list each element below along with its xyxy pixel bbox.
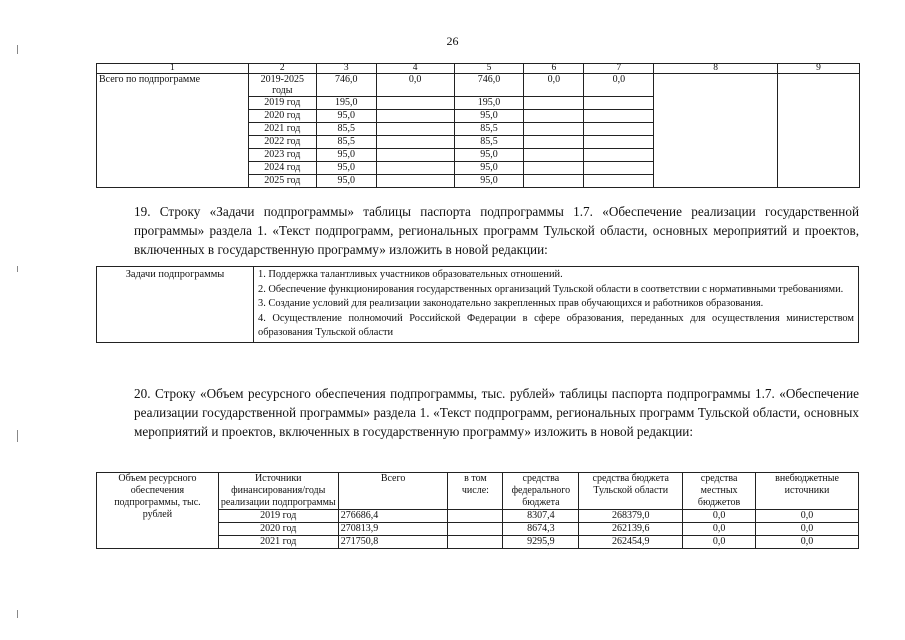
period-cell: 2023 год <box>248 149 316 162</box>
header-cell: 6 <box>524 64 584 74</box>
empty-cell <box>376 175 454 188</box>
empty-cell <box>376 123 454 136</box>
empty-cell <box>524 136 584 149</box>
value-cell: 8674,3 <box>503 523 579 536</box>
value-cell: 95,0 <box>454 162 524 175</box>
header-cell: 3 <box>316 64 376 74</box>
empty-cell <box>376 149 454 162</box>
header-cell: 2 <box>248 64 316 74</box>
value-cell: 95,0 <box>454 175 524 188</box>
empty-cell <box>524 162 584 175</box>
task-item: 2. Обеспечение функционирования государственных организаций Тульской области в соответствии с нормативными требованиями. <box>258 283 844 295</box>
value-cell: 0,0 <box>376 74 454 97</box>
paragraph-19 <box>96 202 859 259</box>
empty-cell <box>654 74 778 188</box>
value-cell: 271750,8 <box>338 536 448 549</box>
value-cell: 262454,9 <box>579 536 683 549</box>
year-cell: 2021 год <box>218 536 338 549</box>
empty-cell <box>524 110 584 123</box>
table-header-row <box>97 64 860 74</box>
value-cell: 0,0 <box>683 536 756 549</box>
row-label: Всего по подпрограмме <box>97 74 249 188</box>
tasks-list <box>254 267 859 343</box>
header-cell: средства бюджета Тульской области <box>579 473 683 510</box>
value-cell: 268379,0 <box>579 510 683 523</box>
value-cell: 95,0 <box>454 110 524 123</box>
empty-cell <box>584 149 654 162</box>
header-cell: средства местных бюджетов <box>683 473 756 510</box>
value-cell: 85,5 <box>316 136 376 149</box>
table-header-row <box>97 473 859 510</box>
empty-cell <box>584 123 654 136</box>
task-item: 1. Поддержка талантливых участников образовательных отношений. <box>258 269 563 280</box>
empty-cell <box>778 74 860 188</box>
value-cell: 8307,4 <box>503 510 579 523</box>
value-cell: 195,0 <box>454 97 524 110</box>
empty-cell <box>524 97 584 110</box>
header-cell: в том числе: <box>448 473 503 510</box>
empty-cell <box>524 175 584 188</box>
period-cell: 2019 год <box>248 97 316 110</box>
empty-cell <box>376 97 454 110</box>
value-cell: 95,0 <box>316 175 376 188</box>
table-row <box>97 267 859 343</box>
value-cell: 95,0 <box>316 162 376 175</box>
empty-cell <box>376 110 454 123</box>
empty-cell <box>584 110 654 123</box>
page-number: 26 <box>446 34 459 48</box>
year-cell: 2020 год <box>218 523 338 536</box>
header-cell: внебюджетные источники <box>756 473 859 510</box>
value-cell: 95,0 <box>454 149 524 162</box>
period-cell: 2022 год <box>248 136 316 149</box>
scan-mark <box>17 610 18 618</box>
scan-mark <box>17 45 18 54</box>
funding-table-continuation <box>96 63 860 188</box>
period-cell: 2024 год <box>248 162 316 175</box>
empty-cell <box>584 97 654 110</box>
period-cell: 2021 год <box>248 123 316 136</box>
empty-cell <box>448 523 503 536</box>
tasks-label: Задачи подпрограммы <box>97 267 254 343</box>
empty-cell <box>524 149 584 162</box>
header-cell: Источники финансирования/годы реализации подпрограммы <box>218 473 338 510</box>
resources-table <box>96 472 859 549</box>
value-cell: 262139,6 <box>579 523 683 536</box>
period-cell: 2025 год <box>248 175 316 188</box>
tasks-table <box>96 266 859 343</box>
header-cell: 8 <box>654 64 778 74</box>
empty-cell <box>448 510 503 523</box>
value-cell: 0,0 <box>683 510 756 523</box>
value-cell: 85,5 <box>316 123 376 136</box>
paragraph-20 <box>96 384 859 441</box>
header-cell: 4 <box>376 64 454 74</box>
value-cell: 85,5 <box>454 136 524 149</box>
value-cell: 95,0 <box>316 149 376 162</box>
table-row <box>97 74 860 97</box>
empty-cell <box>524 123 584 136</box>
value-cell: 195,0 <box>316 97 376 110</box>
period-cell: 2020 год <box>248 110 316 123</box>
empty-cell <box>584 162 654 175</box>
value-cell: 9295,9 <box>503 536 579 549</box>
header-cell: 9 <box>778 64 860 74</box>
header-cell: средства федерального бюджета <box>503 473 579 510</box>
empty-cell <box>584 136 654 149</box>
header-cell: 5 <box>454 64 524 74</box>
paragraph-19-text: 19. Строку «Задачи подпрограммы» таблицы паспорта подпрограммы 1.7. «Обеспечение реализации государственной программы» раздела 1. «Текст подпрограмм, региональных программ Тульской области, основных мероприятий и проектов, включенных в государственную программу» изложить в новой редакции: <box>134 204 859 257</box>
value-cell: 276686,4 <box>338 510 448 523</box>
scan-mark <box>17 430 18 442</box>
value-cell: 0,0 <box>524 74 584 97</box>
task-item: 4. Осуществление полномочий Российской Федерации в сфере образования, переданных для осуществления министерством образования Тульской области <box>258 312 854 338</box>
resources-label: Объем ресурсного обеспечения подпрограммы, тыс. рублей <box>97 473 219 549</box>
value-cell: 85,5 <box>454 123 524 136</box>
header-cell: 7 <box>584 64 654 74</box>
year-cell: 2019 год <box>218 510 338 523</box>
value-cell: 0,0 <box>683 523 756 536</box>
task-item: 3. Создание условий для реализации законодательно закрепленных прав обучающихся и работников образования. <box>258 298 764 309</box>
value-cell: 0,0 <box>756 536 859 549</box>
empty-cell <box>448 536 503 549</box>
header-cell: Всего <box>338 473 448 510</box>
scan-mark <box>17 266 18 272</box>
value-cell: 0,0 <box>756 510 859 523</box>
empty-cell <box>376 136 454 149</box>
empty-cell <box>376 162 454 175</box>
value-cell: 0,0 <box>584 74 654 97</box>
value-cell: 270813,9 <box>338 523 448 536</box>
value-cell: 746,0 <box>454 74 524 97</box>
empty-cell <box>584 175 654 188</box>
value-cell: 0,0 <box>756 523 859 536</box>
paragraph-20-text: 20. Строку «Объем ресурсного обеспечения подпрограммы, тыс. рублей» таблицы паспорта подпрограммы 1.7. «Обеспечение реализации государственной программы» раздела 1. «Текст подпрограмм, региональных программ Тульской области, основных мероприятий и проектов, включенных в государственную программу» изложить в новой редакции: <box>134 386 859 439</box>
header-cell: 1 <box>97 64 249 74</box>
value-cell: 95,0 <box>316 110 376 123</box>
period-cell: 2019-2025 годы <box>248 74 316 97</box>
value-cell: 746,0 <box>316 74 376 97</box>
